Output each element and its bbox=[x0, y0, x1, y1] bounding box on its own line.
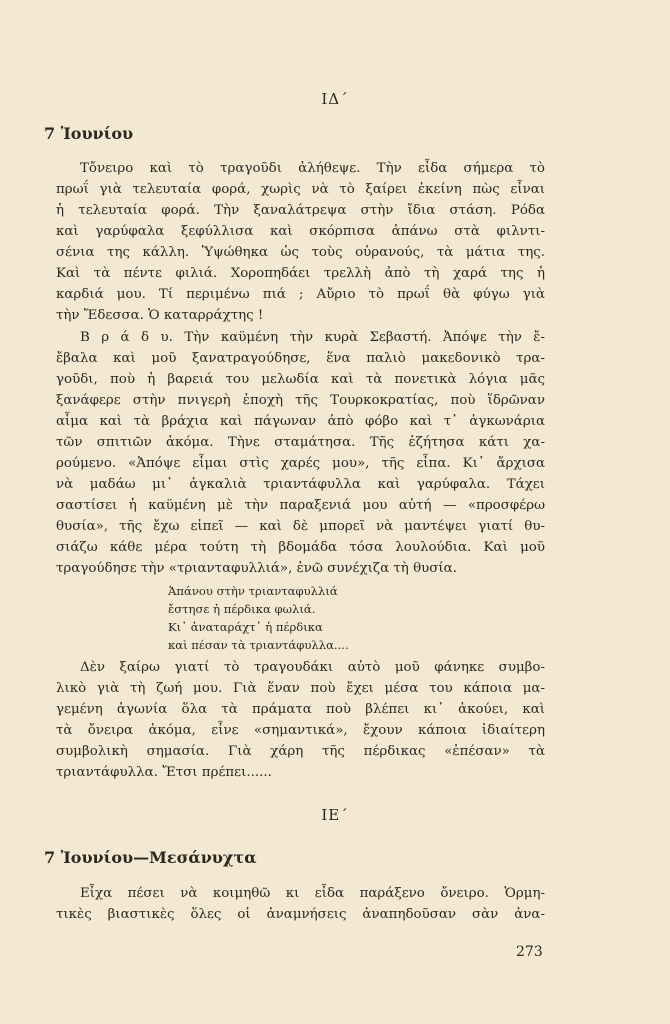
text-line: καρδιά μου. Τί περιμένω πιά ; Αὔριο τὸ πρωΐ θὰ φύγω γιὰ bbox=[56, 287, 545, 302]
text-line: τραγούδησε τὴν «τριανταφυλλιά», ἐνῶ συνέχιζα τὴ θυσία. bbox=[56, 561, 457, 576]
section-number-15: ΙΕ΄ bbox=[321, 806, 349, 824]
text-line: Δὲν ξαίρω γιατί τὸ τραγουδάκι αὐτὸ μοῦ φάνηκε συμβο- bbox=[80, 660, 545, 675]
text-line: γοῦδι, ποὺ ἡ βαρειά του μελωδία καὶ τὰ πονετικὰ λόγια μᾶς bbox=[56, 372, 545, 387]
text-line: αἷμα καὶ τὰ βράχια καὶ πάγωναν ἀπὸ φόβο καὶ τ᾽ ἀγκωνάρια bbox=[56, 414, 545, 429]
text-line: τὴν Ἔδεσσα. Ὁ καταρράχτης ! bbox=[56, 308, 264, 323]
text-line: ἡ τελευταία φορά. Τὴν ξαναλάτρεψα στὴν ἴδια στάση. Ρόδα bbox=[56, 203, 545, 218]
text-line: τικὲς βιαστικὲς ὅλες οἱ ἀναμνήσεις ἀναπηδοῦσαν σὰν ἀνα- bbox=[56, 907, 545, 922]
text-line: Β ρ ά δ υ. Τὴν καϋμένη τὴν κυρὰ Σεβαστή. Ἀπόψε τὴν ἔ- bbox=[80, 330, 545, 345]
verse-line: καὶ πέσαν τὰ τριαντάφυλλα.... bbox=[168, 638, 349, 652]
section-heading-14: 7 Ἰουνίου bbox=[44, 124, 134, 143]
text-line: καὶ γαρύφαλα ξεφύλλισα καὶ σκόρπισα ἀπάνω στὰ φιλντι- bbox=[56, 224, 545, 239]
verse-line: Κι᾽ ἀναταράχτ᾽ ἡ πέρδικα bbox=[168, 620, 323, 634]
text-line: σιάζω κάθε μέρα τούτη τὴ βδομάδα τόσα λουλούδια. Καὶ μοῦ bbox=[56, 540, 545, 555]
verse-line: ἔστησε ἡ πέρδικα φωλιά. bbox=[168, 602, 316, 616]
text-line: ἔβαλα καὶ μοῦ ξανατραγούδησε, ἕνα παλιὸ μακεδονικὸ τρα- bbox=[56, 351, 545, 366]
verse-line: Ἀπάνου στὴν τριανταφυλλιά bbox=[168, 584, 338, 598]
text-line: συμβολικὴ σημασία. Γιὰ χάρη τῆς πέρδικας «ἐπέσαν» τὰ bbox=[56, 744, 545, 759]
text-line: ξανάφερε στὴν πνιγερὴ ἐποχὴ τῆς Τουρκοκρατίας, ποὺ ἵδρῶναν bbox=[56, 393, 545, 408]
text-line: ρούμενο. «Ἀπόψε εἶμαι στὶς χαρές μου», τῆς εἶπα. Κι᾽ ἄρχισα bbox=[56, 456, 545, 471]
text-line: γεμένη ἀγωνία ὅλα τὰ πράματα ποὺ βλέπει κι᾽ ἀκούει, καὶ bbox=[56, 702, 545, 717]
text-line: Τὄνειρο καὶ τὸ τραγοῦδι ἀλήθεψε. Τὴν εἶδα σήμερα τὸ bbox=[80, 161, 545, 176]
section-number-14: ΙΔ΄ bbox=[321, 90, 349, 108]
text-line: νὰ μαδάω μι᾽ ἀγκαλιὰ τριαντάφυλλα καὶ γαρύφαλα. Τάχει bbox=[56, 477, 545, 492]
text-line: Εἶχα πέσει νὰ κοιμηθῶ κι εἶδα παράξενο ὄνειρο. Ὁρμη- bbox=[80, 886, 545, 901]
text-line: τριαντάφυλλα. Ἔτσι πρέπει...... bbox=[56, 765, 272, 780]
text-line: λικὸ γιὰ τὴ ζωή μου. Γιὰ ἕναν ποὺ ἔχει μέσα του κάποια μα- bbox=[56, 681, 545, 696]
text-line: τὰ ὄνειρα ἀκόμα, εἶνε «σημαντικά», ἔχουν κάποια ἰδιαίτερη bbox=[56, 723, 545, 738]
text-line: Καὶ τὰ πέντε φιλιά. Χοροπηδάει τρελλὴ ἀπὸ τὴ χαρά της ἡ bbox=[56, 266, 545, 281]
text-line: τῶν σπιτιῶν ἀκόμα. Τὴνε σταμάτησα. Τῆς ἐζήτησα κάτι χα- bbox=[56, 435, 545, 450]
section-heading-15: 7 Ἰουνίου—Μεσάνυχτα bbox=[44, 848, 257, 867]
text-line: θυσία», τῆς ἔχω εἰπεῖ — καὶ δὲ μπορεῖ νὰ μαντέψει γιατί θυ- bbox=[56, 519, 545, 534]
text-line: σένια της κάλλη. Ὑψώθηκα ὡς τοὺς οὐρανούς, τὰ μάτια της. bbox=[56, 245, 545, 260]
page-number: 273 bbox=[516, 944, 543, 960]
text-line: πρωΐ γιὰ τελευταία φορά, χωρὶς νὰ τὸ ξαίρει ἐκείνη πὼς εἶναι bbox=[56, 182, 545, 197]
text-line: σαστίσει ἡ καϋμένη μὲ τὴν παραξενιά μου αὐτή — «προσφέρω bbox=[56, 498, 545, 513]
